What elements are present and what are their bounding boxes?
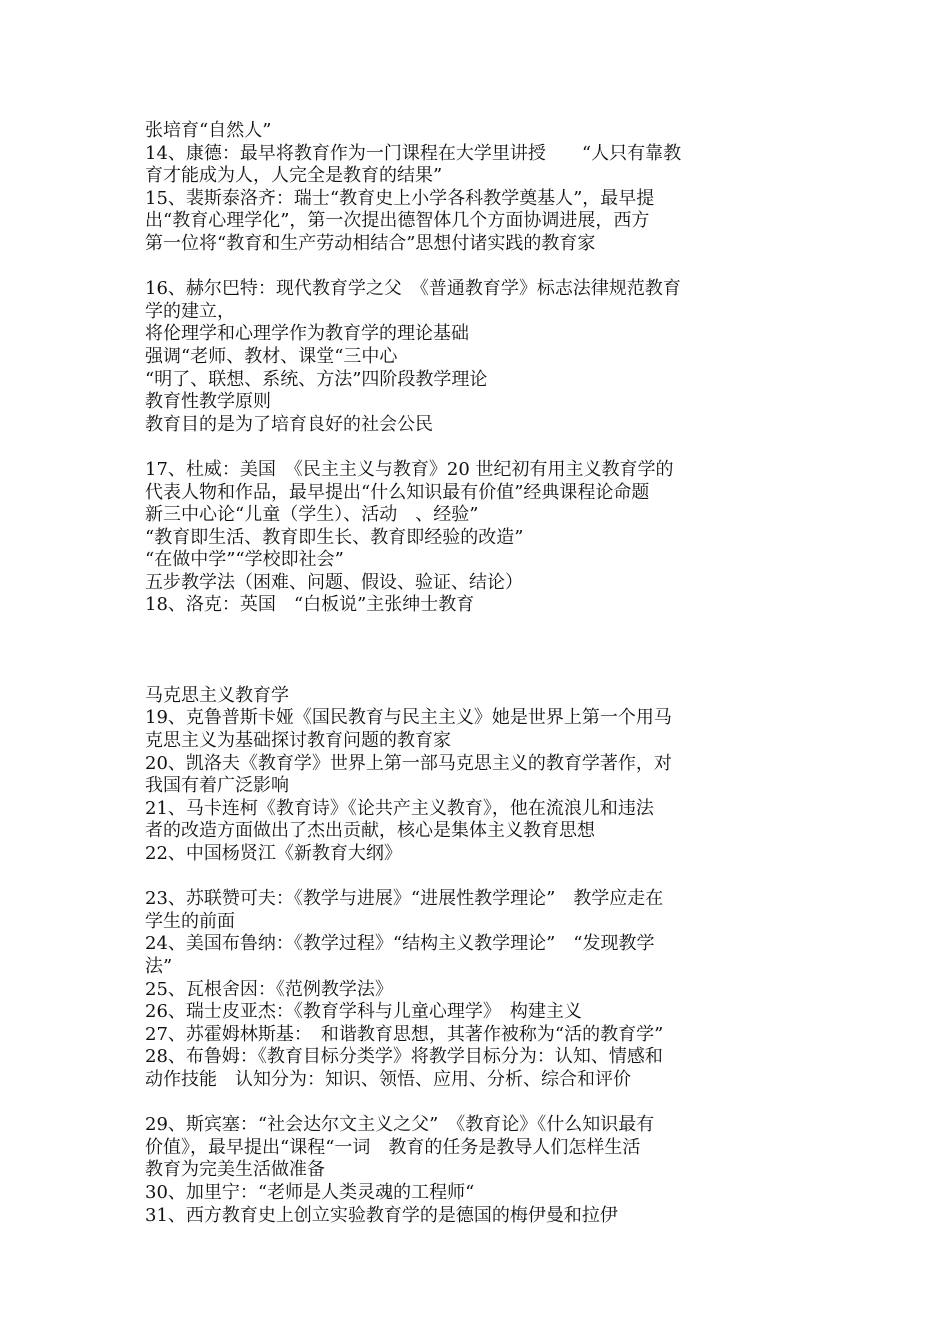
paragraph-gap (145, 256, 950, 279)
paragraph-gap (145, 436, 950, 459)
text-block (145, 278, 950, 436)
text-line: 23、苏联赞可夫：《教学与进展》“进展性教学理论” 教学应走在 (145, 888, 664, 910)
text-line: 22、中国杨贤江《新教育大纲》 (145, 843, 402, 865)
text-line: 者的改造方面做出了杰出贡献，核心是集体主义教育思想 (145, 820, 595, 842)
text-line: 26、瑞士皮亚杰：《教育学科与儿童心理学》 构建主义 (145, 1001, 582, 1023)
text-line: 张培育“自然人” (145, 120, 272, 141)
text-line: 五步教学法（困难、问题、假设、验证、结论） (145, 571, 523, 593)
text-line: 30、加里宁：“老师是人类灵魂的工程师“ (145, 1181, 475, 1203)
text-line: 学的建立， (145, 300, 235, 322)
text-line: 我国有着广泛影响 (145, 775, 289, 797)
text-block (145, 120, 950, 256)
text-line: 代表人物和作品，最早提出“什么知识最有价值”经典课程论命题 (145, 481, 650, 503)
text-line: 17、杜威：美国 《民主主义与教育》20 世纪初有用主义教育学的 (145, 458, 674, 480)
text-line: 法” (145, 955, 173, 977)
text-line: 新三中心论“儿童（学生）、活动 、经验” (145, 504, 479, 526)
text-line: 31、西方教育史上创立实验教育学的是德国的梅伊曼和拉伊 (145, 1204, 618, 1226)
text-block (145, 888, 950, 1091)
text-line: 14、康德：最早将教育作为一门课程在大学里讲授 “人只有靠教 (145, 142, 682, 164)
text-line: 第一位将“教育和生产劳动相结合”思想付诸实践的教育家 (145, 232, 596, 254)
text-line: 学生的前面 (145, 910, 235, 932)
text-line: 16、赫尔巴特：现代教育学之父 《普通教育学》标志法律规范教育 (145, 278, 681, 300)
text-line: 动作技能 认知分为：知识、领悟、应用、分析、综合和评价 (145, 1068, 631, 1090)
paragraph-gap (145, 1092, 950, 1115)
text-line: 价值》，最早提出“课程“一词 教育的任务是教导人们怎样生活 (145, 1136, 641, 1158)
text-line: “教育即生活、教育即生长、教育即经验的改造” (145, 526, 524, 548)
paragraph-gap (145, 866, 950, 889)
text-line: 29、斯宾塞：“社会达尔文主义之父” 《教育论》《什么知识最有 (145, 1114, 655, 1136)
text-line: 15、裴斯泰洛齐：瑞士“教育史上小学各科教学奠基人”，最早提 (145, 187, 655, 209)
text-block (145, 459, 950, 617)
text-line: 20、凯洛夫《教育学》世界上第一部马克思主义的教育学著作，对 (145, 752, 672, 774)
text-block (145, 685, 950, 866)
text-line: 教育性教学原则 (145, 391, 271, 413)
text-line: 将伦理学和心理学作为教育学的理论基础 (145, 323, 469, 345)
text-line: 27、苏霍姆林斯基： 和谐教育思想，其著作被称为“活的教育学” (145, 1023, 664, 1045)
text-line: 25、瓦根舍因：《范例教学法》 (145, 978, 393, 1000)
text-block (145, 1114, 950, 1227)
section-heading: 马克思主义教育学 (145, 684, 289, 706)
text-line: 教育目的是为了培育良好的社会公民 (145, 413, 433, 435)
text-line: 24、美国布鲁纳：《教学过程》“结构主义教学理论” “发现教学 (145, 933, 655, 955)
section-gap (145, 617, 950, 685)
text-line: 21、马卡连柯《教育诗》《论共产主义教育》，他在流浪儿和违法 (145, 797, 654, 819)
text-line: “明了、联想、系统、方法”四阶段教学理论 (145, 368, 488, 390)
text-line: 出“教育心理学化”，第一次提出德智体几个方面协调进展，西方 (145, 210, 650, 232)
text-line: 28、布鲁姆：《教育目标分类学》将教学目标分为：认知、情感和 (145, 1046, 663, 1068)
text-line: 育才能成为人，人完全是教育的结果” (145, 165, 443, 187)
text-line: “在做中学”“学校即社会” (145, 549, 344, 571)
text-line: 克思主义为基础探讨教育问题的教育家 (145, 730, 451, 752)
text-line: 教育为完美生活做准备 (145, 1159, 325, 1181)
text-line: 19、克鲁普斯卡娅《国民教育与民主主义》她是世界上第一个用马 (145, 707, 672, 729)
text-line: 强调“老师、教材、课堂“三中心 (145, 345, 398, 367)
text-line: 18、洛克：英国 “白板说”主张绅士教育 (145, 594, 475, 616)
